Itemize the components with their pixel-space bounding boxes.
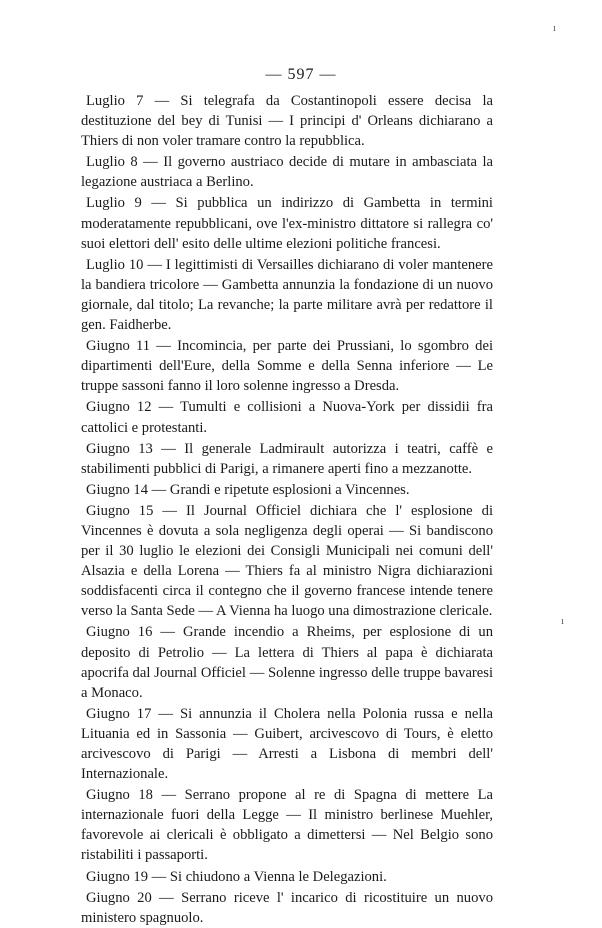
entry-date: Giugno 20 —: [86, 889, 174, 906]
entry-text: Il governo austriaco decide di mutare in ambasciata la legazione austriaca a Berlino.: [81, 154, 493, 191]
entry-text: Serrano propone al re di Spagna di mettere La internazionale fuori della Legge — Il ministro berlinese Muehler, favorevole ai clericali è obbligato a dimettersi — Nel Belgio sono ristabiliti i passaporti.: [81, 787, 494, 864]
entry-giugno-14: [81, 480, 493, 500]
entry-text: Grandi e ripetute esplosioni a Vincennes.: [169, 481, 410, 498]
entry-text: Tumulti e collisioni a Nuova-York per dissidii fra cattolici e protestanti.: [81, 399, 494, 436]
entry-luglio-9: [81, 193, 493, 253]
entry-giugno-13: [81, 439, 493, 479]
entry-text: Incomincia, per parte dei Prussiani, lo sgombro dei dipartimenti dell'Eure, della Somme e della Senna inferiore — Le truppe sassoni fanno il loro solenne ingresso a Dresda.: [81, 338, 493, 395]
entry-giugno-15: [81, 501, 493, 622]
entry-date: Giugno 14 —: [86, 481, 167, 498]
entry-text: Serrano riceve l' incarico di ricostituire un nuovo ministero spagnuolo.: [81, 889, 493, 926]
entry-text: I legittimisti di Versailles dichiarano di voler mantenere la bandiera tricolore — Gambetta annunzia la fondazione di un nuovo giornale, dal titolo; La revanche; la parte militare avrà per redattore il gen. Faidherbe.: [81, 256, 493, 334]
entry-date: Giugno 16 —: [86, 624, 175, 641]
entry-luglio-7: [81, 91, 493, 151]
entry-giugno-18: [81, 785, 493, 865]
entry-luglio-8: [81, 152, 493, 192]
entry-date: Luglio 10 —: [86, 256, 162, 273]
entry-giugno-12: [81, 397, 493, 437]
margin-mark: ı: [561, 615, 565, 627]
entry-date: Luglio 9 —: [86, 195, 166, 212]
entry-date: Giugno 17 —: [86, 705, 173, 722]
entry-giugno-19: [81, 867, 493, 887]
margin-mark: ı: [553, 22, 557, 34]
entry-text: Si telegrafa da Costantinopoli essere decisa la destituzione del bey di Tunisi — I principi d' Orleans dichiarano a Thiers di non voler tramare contro la repubblica.: [81, 93, 493, 150]
entry-text: Si annunzia il Cholera nella Polonia russa e nella Lituania ed in Sassonia — Guibert, arcivescovo di Tours, è eletto arcivescovo di Parigi — Arresti a Lisbona di membri dell' Internazionale.: [81, 705, 493, 783]
entry-text: Il generale Ladmirault autorizza i teatri, caffè e stabilimenti pubblici di Parigi, a rimanere aperti fino a mezzanotte.: [81, 440, 494, 477]
entry-date: Luglio 8 —: [86, 154, 158, 171]
entry-giugno-17: [81, 704, 493, 784]
chronology-text: [81, 91, 493, 928]
entry-text: Si chiudono a Vienna le Delegazioni.: [169, 868, 387, 885]
entry-text: Il Journal Officiel dichiara che l' esplosione di Vincennes è dovuta a sola negligenza degli operai — Si bandiscono per il 30 luglio le elezioni dei Consigli Municipali nei comuni dell' Alsazia e della Lorena — Thiers fa al ministro Nigra dichiarazioni soddisfacenti circa il contegno che il governo francese intende tenere verso la Santa Sede — A Vienna ha luogo una dimostrazione clericale.: [81, 502, 493, 620]
entry-date: Giugno 13 —: [86, 440, 176, 457]
entry-date: Giugno 15 —: [86, 502, 177, 519]
entry-date: Giugno 19 —: [86, 868, 167, 885]
entry-luglio-10: [81, 255, 493, 335]
page-number: — 597 —: [265, 66, 337, 83]
entry-date: Giugno 11 —: [86, 338, 171, 355]
entry-text: Si pubblica un indirizzo di Gambetta in termini moderatamente repubblicani, ove l'ex-ministro dittatore si rallegra co' suoi elettori dell' esito delle ultime elezioni politiche francesi.: [81, 195, 493, 252]
entry-date: Giugno 18 —: [86, 787, 177, 804]
entry-date: Giugno 12 —: [86, 399, 174, 416]
entry-text: Grande incendio a Rheims, per esplosione di un deposito di Petrolio — La lettera di Thiers al papa è dichiarata apocrifa dal Journal Officiel — Solenne ingresso delle truppe bavaresi a Monaco.: [81, 624, 493, 701]
entry-giugno-20: [81, 888, 493, 928]
entry-date: Luglio 7 —: [86, 93, 170, 109]
entry-giugno-11: [81, 336, 493, 396]
entry-giugno-16: [81, 622, 493, 702]
